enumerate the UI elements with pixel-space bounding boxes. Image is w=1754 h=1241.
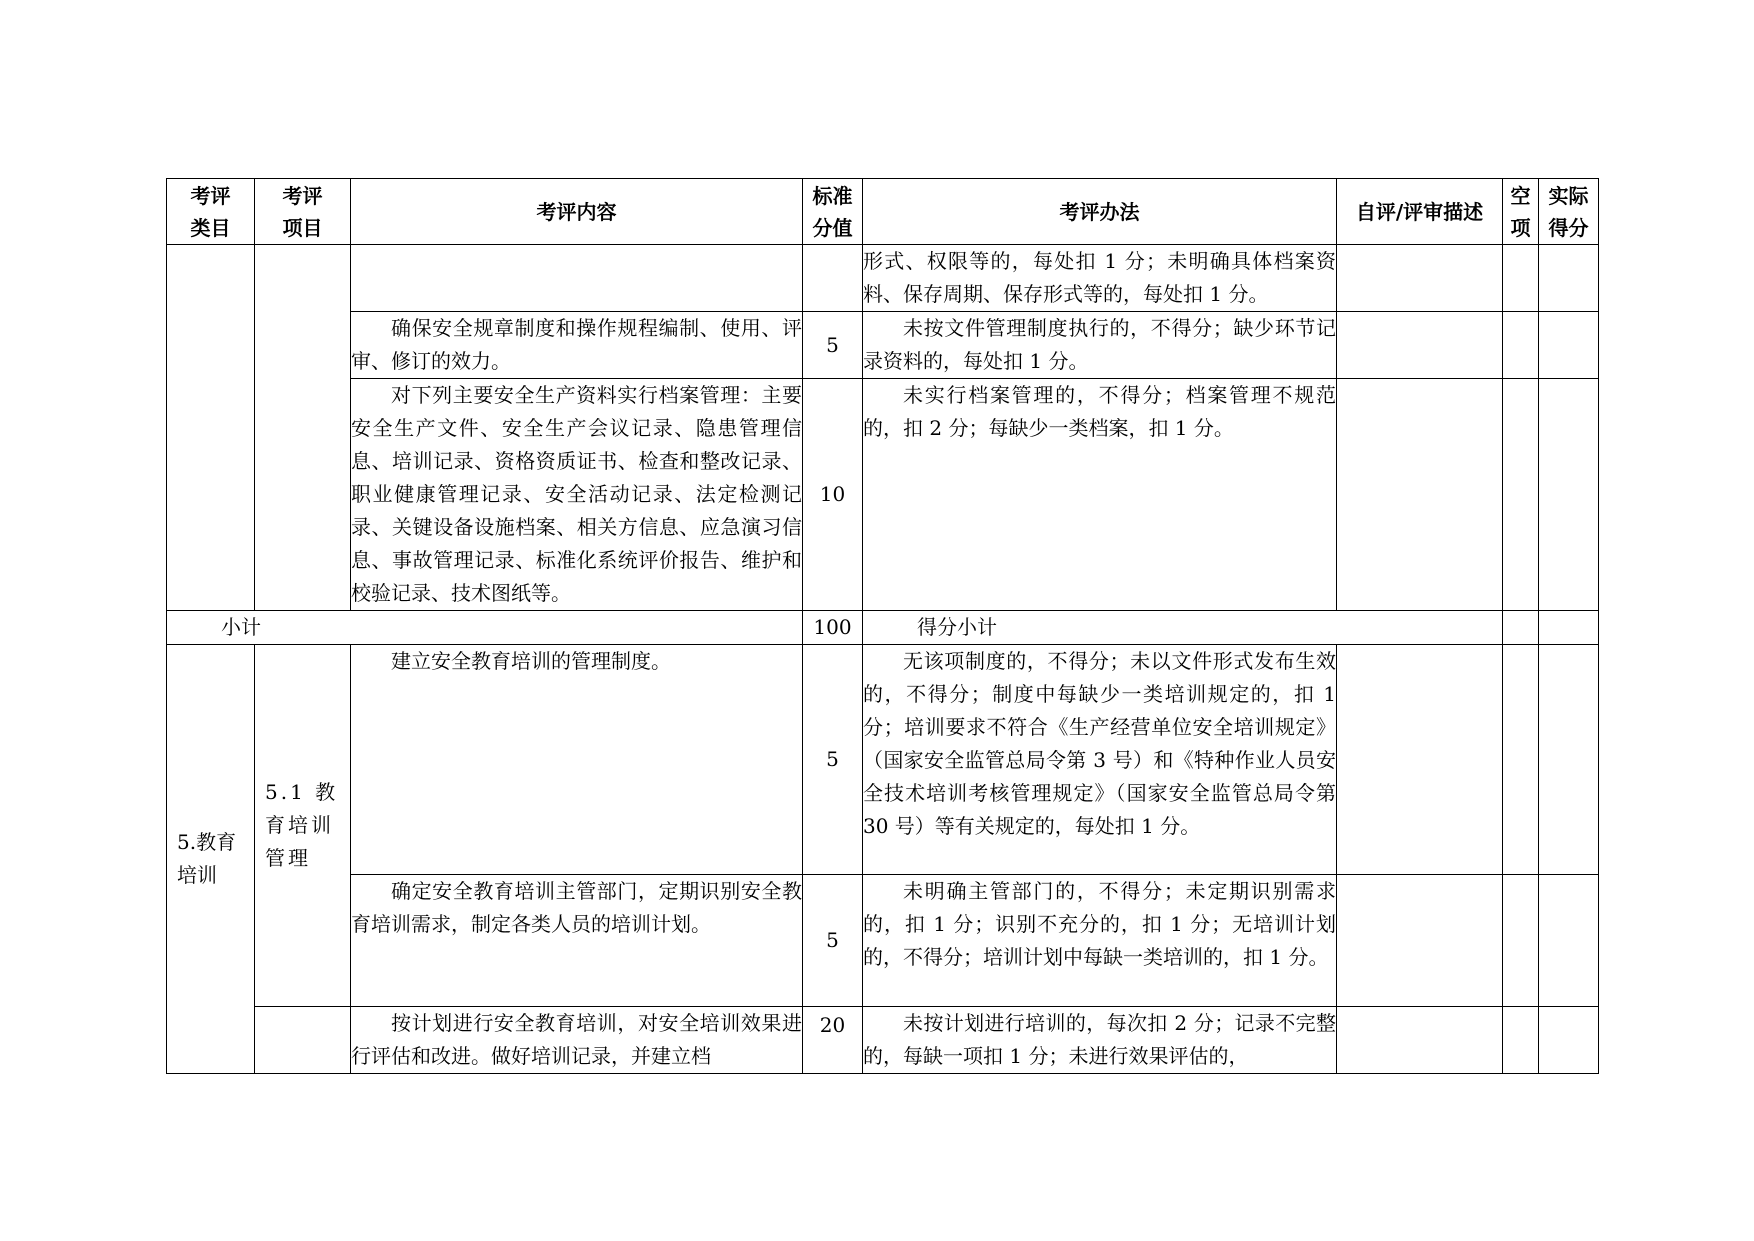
subtotal-method: 得分小计 <box>863 611 1503 645</box>
actual-cell <box>1539 611 1599 645</box>
content-cell: 对下列主要安全生产资料实行档案管理：主要安全生产文件、安全生产会议记录、隐患管理信息、培训记录、资格资质证书、检查和整改记录、职业健康管理记录、安全活动记录、法定检测记录、关键设备设施档案、相关方信息、应急演习信息、事故管理记录、标准化系统评价报告、维护和校验记录、技术图纸等。 <box>351 379 803 611</box>
table-row <box>167 312 1599 379</box>
content-cell: 确定安全教育培训主管部门，定期识别安全教育培训需求，制定各类人员的培训计划。 <box>351 875 803 1007</box>
empty-cell <box>1503 312 1539 379</box>
empty-cell <box>1503 875 1539 1007</box>
category-cell: 5.教育培训 <box>167 645 255 1074</box>
table-row <box>167 645 1599 875</box>
method-cell: 未按计划进行培训的，每次扣 2 分；记录不完整的，每缺一项扣 1 分；未进行效果评估的， <box>863 1007 1337 1074</box>
empty-cell <box>1503 379 1539 611</box>
header-score: 标准分值 <box>803 179 863 245</box>
subtotal-label: 小计 <box>167 611 803 645</box>
description-cell <box>1337 245 1503 312</box>
evaluation-table <box>166 178 1599 1074</box>
method-cell: 未按文件管理制度执行的，不得分；缺少环节记录资料的，每处扣 1 分。 <box>863 312 1337 379</box>
description-cell <box>1337 312 1503 379</box>
description-cell <box>1337 1007 1503 1074</box>
item-cell-empty <box>255 245 351 611</box>
header-content: 考评内容 <box>351 179 803 245</box>
method-cell: 未实行档案管理的，不得分；档案管理不规范的，扣 2 分；每缺少一类档案，扣 1 分。 <box>863 379 1337 611</box>
table-row <box>167 379 1599 611</box>
item-cell-empty <box>255 1007 351 1074</box>
header-description: 自评/评审描述 <box>1337 179 1503 245</box>
table-row <box>167 245 1599 312</box>
header-method: 考评办法 <box>863 179 1337 245</box>
empty-cell <box>1503 611 1539 645</box>
header-item: 考评项目 <box>255 179 351 245</box>
header-category: 考评类目 <box>167 179 255 245</box>
table-row <box>167 1007 1599 1074</box>
item-cell: 5.1 教育培训管理 <box>255 645 351 1007</box>
empty-cell <box>1503 645 1539 875</box>
table-row <box>167 875 1599 1007</box>
method-cell: 形式、权限等的，每处扣 1 分；未明确具体档案资料、保存周期、保存形式等的，每处扣 1 分。 <box>863 245 1337 312</box>
actual-cell <box>1539 312 1599 379</box>
actual-cell <box>1539 645 1599 875</box>
empty-cell <box>1503 1007 1539 1074</box>
method-cell: 未明确主管部门的，不得分；未定期识别需求的，扣 1 分；识别不充分的，扣 1 分；无培训计划的，不得分；培训计划中每缺一类培训的，扣 1 分。 <box>863 875 1337 1007</box>
method-cell: 无该项制度的，不得分；未以文件形式发布生效的，不得分；制度中每缺少一类培训规定的，扣 1 分；培训要求不符合《生产经营单位安全培训规定》（国家安全监管总局令第 3 号）和《特种作业人员安全技术培训考核管理规定》（国家安全监管总局令第 30 号）等有关规定的，每处扣 1 分。 <box>863 645 1337 875</box>
score-cell: 10 <box>803 379 863 611</box>
actual-cell <box>1539 245 1599 312</box>
score-cell: 5 <box>803 875 863 1007</box>
score-cell: 20 <box>803 1007 863 1074</box>
score-cell: 5 <box>803 645 863 875</box>
header-empty: 空项 <box>1503 179 1539 245</box>
content-cell: 确保安全规章制度和操作规程编制、使用、评审、修订的效力。 <box>351 312 803 379</box>
actual-cell <box>1539 1007 1599 1074</box>
subtotal-row <box>167 611 1599 645</box>
description-cell <box>1337 645 1503 875</box>
empty-cell <box>1503 245 1539 312</box>
actual-cell <box>1539 379 1599 611</box>
score-cell: 5 <box>803 312 863 379</box>
content-cell: 按计划进行安全教育培训，对安全培训效果进行评估和改进。做好培训记录，并建立档 <box>351 1007 803 1074</box>
subtotal-score: 100 <box>803 611 863 645</box>
content-cell <box>351 245 803 312</box>
header-actual: 实际得分 <box>1539 179 1599 245</box>
description-cell <box>1337 875 1503 1007</box>
description-cell <box>1337 379 1503 611</box>
content-cell: 建立安全教育培训的管理制度。 <box>351 645 803 875</box>
score-cell <box>803 245 863 312</box>
header-row <box>167 179 1599 245</box>
category-cell-empty <box>167 245 255 611</box>
actual-cell <box>1539 875 1599 1007</box>
